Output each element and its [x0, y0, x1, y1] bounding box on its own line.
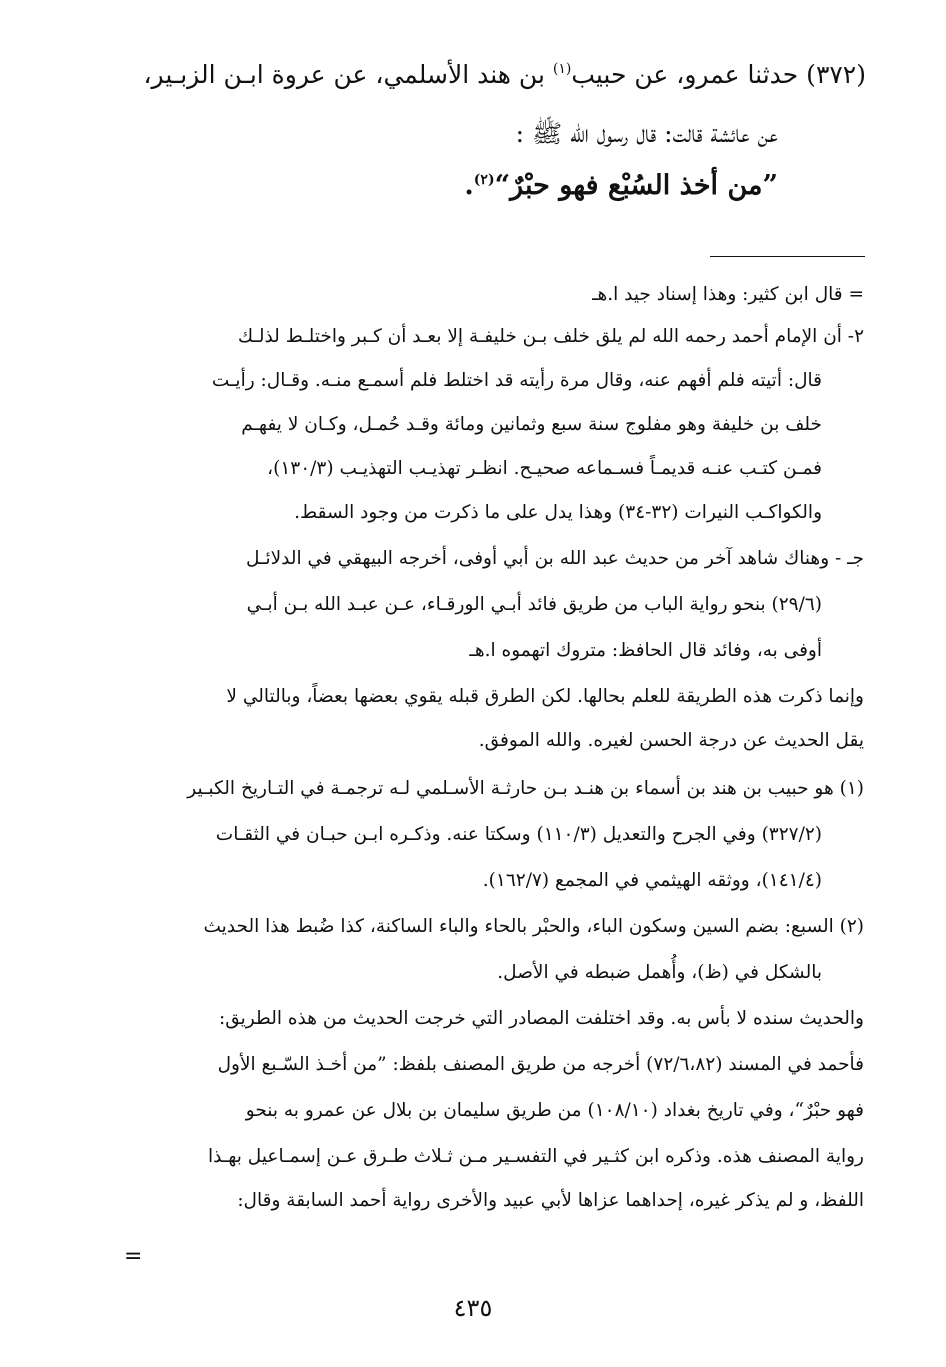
main-text-line-1-pre: (٣٧٢) حدثنا عمرو، عن حبيب: [571, 60, 866, 89]
footnote-line: (٢) السبع: بضم السين وسكون الباء، والحبْر بالحاء والباء الساكنة، كذا ضُبط هذا الحديث: [203, 916, 864, 937]
hadith-end: .: [464, 170, 474, 201]
footnote-line: (٢٩/٦) بنحو رواية الباب من طريق فائد أبـي الورقـاء، عـن عبـد الله بـن أبـي: [246, 594, 822, 615]
footnote-line: فأحمد في المسند (٧٢/٦،٨٢) أخرجه من طريق المصنف بلفظ: ”من أخـذ السّـبع الأول: [217, 1054, 864, 1075]
footnote-line: ٢- أن الإمام أحمد رحمه الله لم يلق خلف بـن خليفـة إلا بعـد أن كـبر واختلـط لذلـك: [237, 326, 864, 347]
hadith-quote: ”من أخذ السُبْع فهو حبْرٌ“: [494, 170, 778, 201]
footnote-line: والكواكـب النيرات (٣٢-٣٤) وهذا يدل على ما ذكرت من وجود السقط.: [294, 502, 822, 523]
footnote-line: والحديث سنده لا بأس به. وقد اختلفت المصادر التي خرجت الحديث من هذه الطريق:: [219, 1008, 864, 1029]
main-text-line-1-post: بن هند الأسلمي، عن عروة ابـن الزبـير،: [143, 60, 553, 89]
footnote-ref-1: (١): [552, 61, 572, 77]
footnote-line: أوفى به، وفائد قال الحافظ: متروك اتهموه ا.هـ: [469, 640, 822, 661]
footnote-line: وإنما ذكرت هذه الطريقة للعلم بحالها. لكن الطرق قبله يقوي بعضها بعضاً، وبالتالي لا: [226, 686, 864, 707]
hadith-text: [464, 170, 778, 201]
footnote-line: اللفظ، و لم يذكر غيره، إحداهما عزاها لأبي عبيد والأخرى رواية أحمد السابقة وقال:: [237, 1190, 864, 1211]
footnote-line: فهو حبْرٌ“، وفي تاريخ بغداد (١٠٨/١٠) من طريق سليمان بن بلال عن عمرو به بنحو: [245, 1100, 864, 1121]
footnote-line: خلف بن خليفة وهو مفلوج سنة سبع وثمانين ومائة وقـد حُمـل، وكـان لا يفهـم: [241, 414, 822, 435]
footnote-line: (١٤١/٤)، ووثقه الهيثمي في المجمع (١٦٢/٧).: [482, 870, 822, 891]
footnote-line: = قال ابن كثير: وهذا إسناد جيد ا.هـ: [592, 284, 864, 305]
footnote-line: يقل الحديث عن درجة الحسن لغيره. والله الموفق.: [478, 730, 864, 751]
footnote-line: بالشكل في (ظ)، وأُهمل ضبطه في الأصل.: [497, 962, 822, 983]
footnote-line: (١) هو حبيب بن هند بن أسماء بن هنـد بـن حارثـة الأسـلمي لـه ترجمـة في التـاريخ الكبـير: [187, 778, 864, 799]
main-text-line-1: [143, 60, 866, 89]
footnote-ref-2: (٢): [473, 172, 495, 188]
footnote-separator: [710, 256, 865, 257]
footnote-line: فمـن كتـب عنـه قديمـاً فسـماعه صحيـح. انظـر تهذيـب التهذيـب (١٣٠/٣)،: [267, 458, 822, 479]
footnote-line: (٣٢٧/٢) وفي الجرح والتعديل (١١٠/٣) وسكتا عنه. وذكـره ابـن حبـان في الثقـات: [215, 824, 822, 845]
footnote-line: قال: أتيته فلم أفهم عنه، وقال مرة رأيته قد اختلط فلم أسمـع منـه. وقـال: رأيـت: [211, 370, 822, 391]
main-text-line-2: عن عائشة قالت: قال رسول الله ﷺ :: [515, 119, 778, 148]
page-number: ٤٣٥: [453, 1294, 493, 1322]
footnote-line: رواية المصنف هذه. وذكره ابن كثـير في التفسـير مـن ثـلاث طـرق عـن إسمـاعيل بهـذا: [207, 1146, 864, 1167]
continuation-mark: =: [124, 1244, 143, 1269]
footnote-line: جـ - وهناك شاهد آخر من حديث عبد الله بن أبي أوفى، أخرجه البيهقي في الدلائـل: [246, 548, 864, 569]
